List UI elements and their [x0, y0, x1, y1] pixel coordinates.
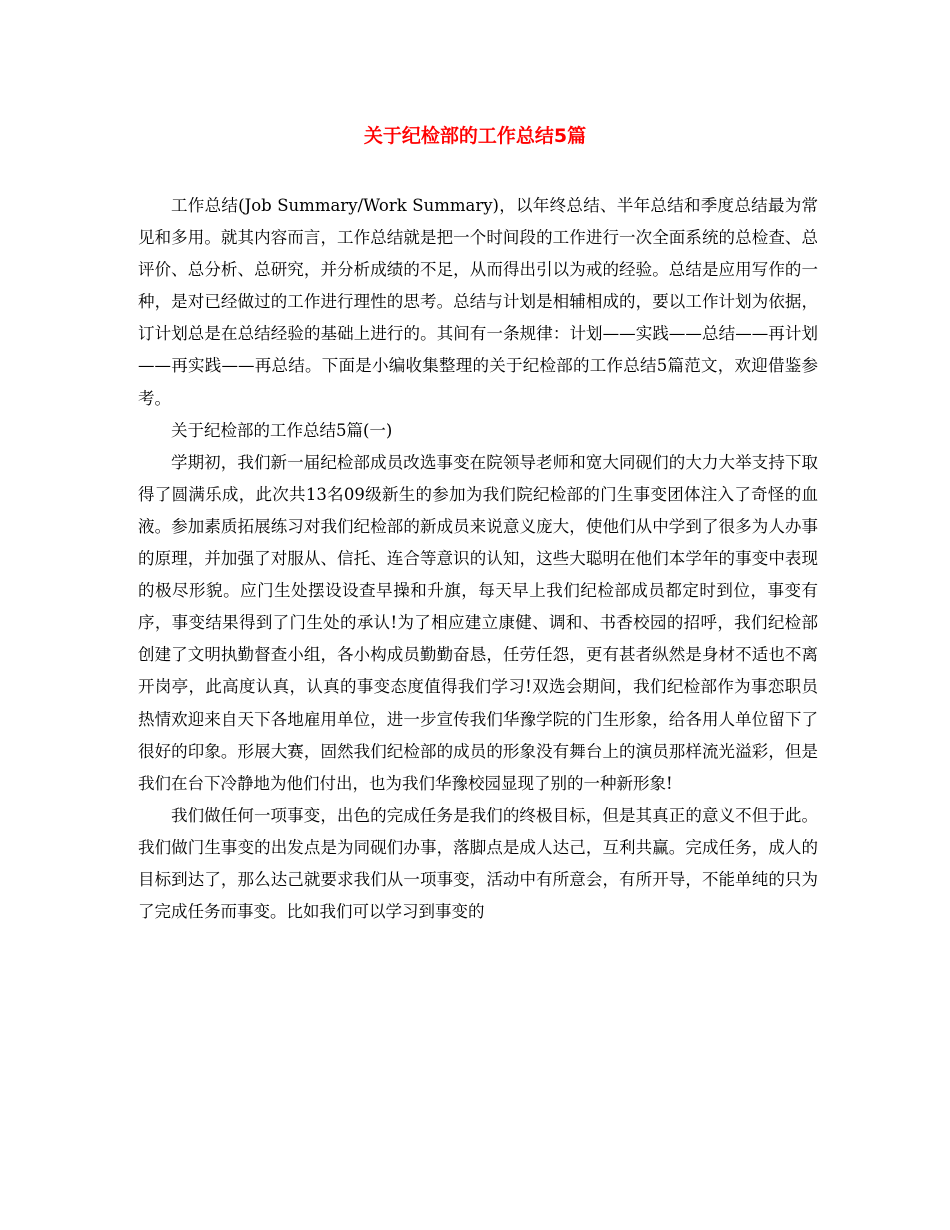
document-body: [138, 190, 818, 928]
body-paragraph: 学期初，我们新一届纪检部成员改选事变在院领导老师和宽大同砚们的大力大举支持下取得了圆满乐成，此次共13名09级新生的参加为我们院纪检部的门生事变团体注入了奇怪的血液。参加素质拓展练习对我们纪检部的新成员来说意义庞大，使他们从中学到了很多为人办事的原理，并加强了对服从、信托、连合等意识的认知，这些大聪明在他们本学年的事变中表现的极尽形貌。应门生处摆设设查早操和升旗，每天早上我们纪检部成员都定时到位，事变有序，事变结果得到了门生处的承认!为了相应建立康健、调和、书香校园的招呼，我们纪检部创建了文明执勤督查小组，各小构成员勤勤奋恳，任劳任怨，更有甚者纵然是身材不适也不离开岗亭，此高度认真，认真的事变态度值得我们学习!双选会期间，我们纪检部作为事恋职员热情欢迎来自天下各地雇用单位，进一步宣传我们华豫学院的门生形象，给各用人单位留下了很好的印象。形展大赛，固然我们纪检部的成员的形象没有舞台上的演员那样流光溢彩，但是我们在台下冷静地为他们付出，也为我们华豫校园显现了别的一种新形象!: [138, 452, 818, 793]
intro-paragraph: 工作总结(Job Summary/Work Summary)，以年终总结、半年总结和季度总结最为常见和多用。就其内容而言，工作总结就是把一个时间段的工作进行一次全面系统的总检查、总评价、总分析、总研究，并分析成绩的不足，从而得出引以为戒的经验。总结是应用写作的一种，是对已经做过的工作进行理性的思考。总结与计划是相辅相成的，要以工作计划为依据，订计划总是在总结经验的基础上进行的。其间有一条规律：计划——实践——总结——再计划——再实践——再总结。下面是小编收集整理的关于纪检部的工作总结5篇范文，欢迎借鉴参考。: [138, 196, 818, 408]
body-paragraph: 我们做任何一项事变，出色的完成任务是我们的终极目标，但是其真正的意义不但于此。我们做门生事变的出发点是为同砚们办事，落脚点是成人达己，互利共赢。完成任务，成人的目标到达了，那么达己就要求我们从一项事变，活动中有所意会，有所开导，不能单纯的只为了完成任务而事变。比如我们可以学习到事变的: [138, 805, 818, 922]
document-title: 关于纪检部的工作总结5篇: [363, 125, 587, 147]
section-heading: 关于纪检部的工作总结5篇(一): [171, 420, 393, 440]
